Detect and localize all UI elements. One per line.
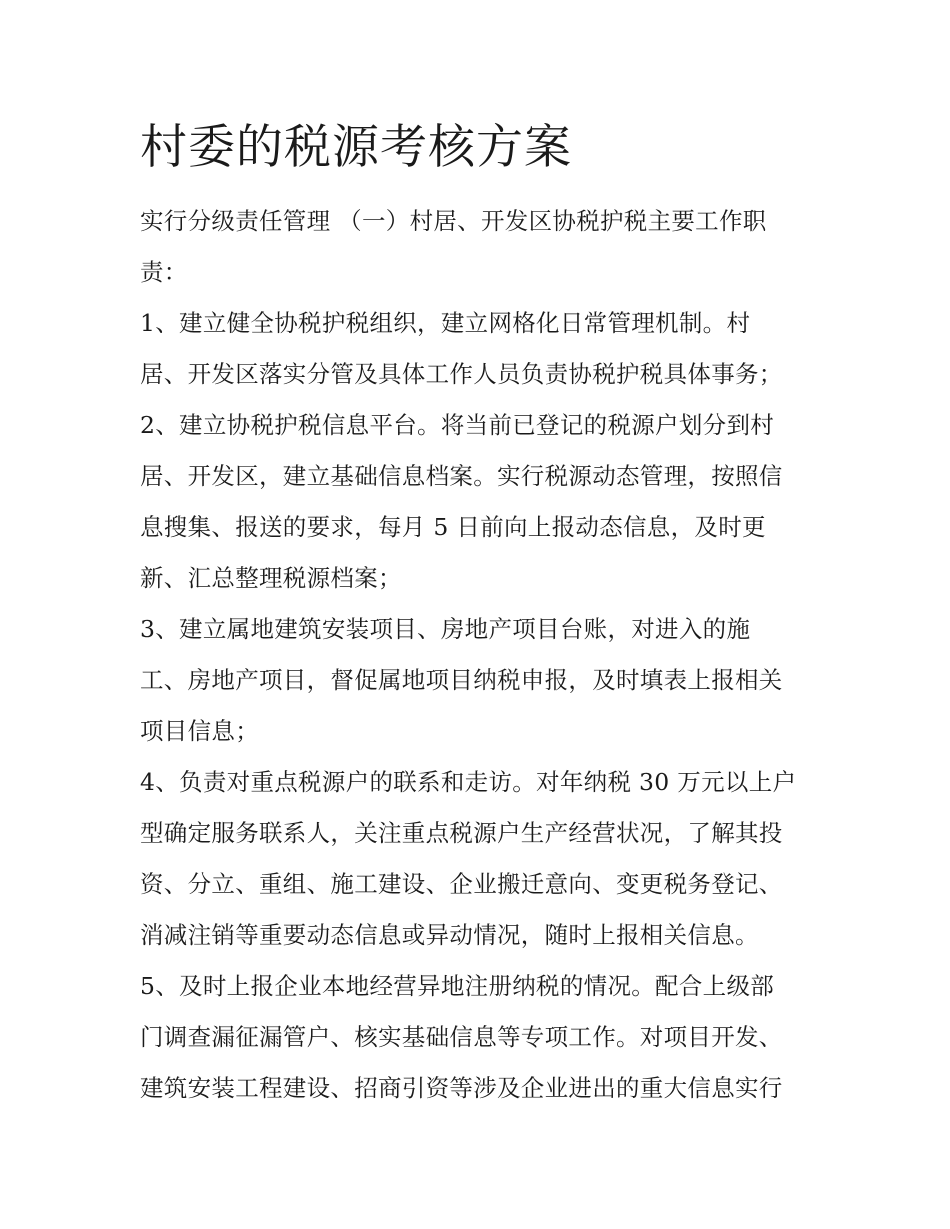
body-line: 居、开发区，建立基础信息档案。实行税源动态管理，按照信 — [140, 462, 783, 490]
body-line: 项目信息； — [140, 717, 259, 745]
body-line: 消减注销等重要动态信息或异动情况，随时上报相关信息。 — [140, 921, 759, 949]
body-line: 资、分立、重组、施工建设、企业搬迁意向、变更税务登记、 — [140, 870, 783, 898]
body-line: 3、建立属地建筑安装项目、房地产项目台账，对进入的施 — [140, 615, 751, 643]
body-line: 息搜集、报送的要求，每月 5 日前向上报动态信息，及时更 — [140, 513, 766, 541]
body-line: 1、建立健全协税护税组织，建立网格化日常管理机制。村 — [140, 309, 751, 337]
body-line: 5、及时上报企业本地经营异地注册纳税的情况。配合上级部 — [140, 972, 775, 1000]
body-line: 责： — [140, 258, 188, 286]
body-line: 新、汇总整理税源档案； — [140, 564, 402, 592]
body-line: 4、负责对重点税源户的联系和走访。对年纳税 30 万元以上户 — [140, 768, 797, 796]
body-line: 居、开发区落实分管及具体工作人员负责协税护税具体事务； — [140, 360, 783, 388]
body-line: 型确定服务联系人，关注重点税源户生产经营状况，了解其投 — [140, 819, 783, 847]
body-line: 门调查漏征漏管户、核实基础信息等专项工作。对项目开发、 — [140, 1023, 783, 1051]
body-line: 2、建立协税护税信息平台。将当前已登记的税源户划分到村 — [140, 411, 775, 439]
body-line: 工、房地产项目，督促属地项目纳税申报，及时填表上报相关 — [140, 666, 783, 694]
document-title: 村委的税源考核方案 — [140, 120, 572, 175]
body-line: 实行分级责任管理 （一）村居、开发区协税护税主要工作职 — [140, 207, 767, 235]
body-line: 建筑安装工程建设、招商引资等涉及企业进出的重大信息实行 — [140, 1074, 783, 1102]
